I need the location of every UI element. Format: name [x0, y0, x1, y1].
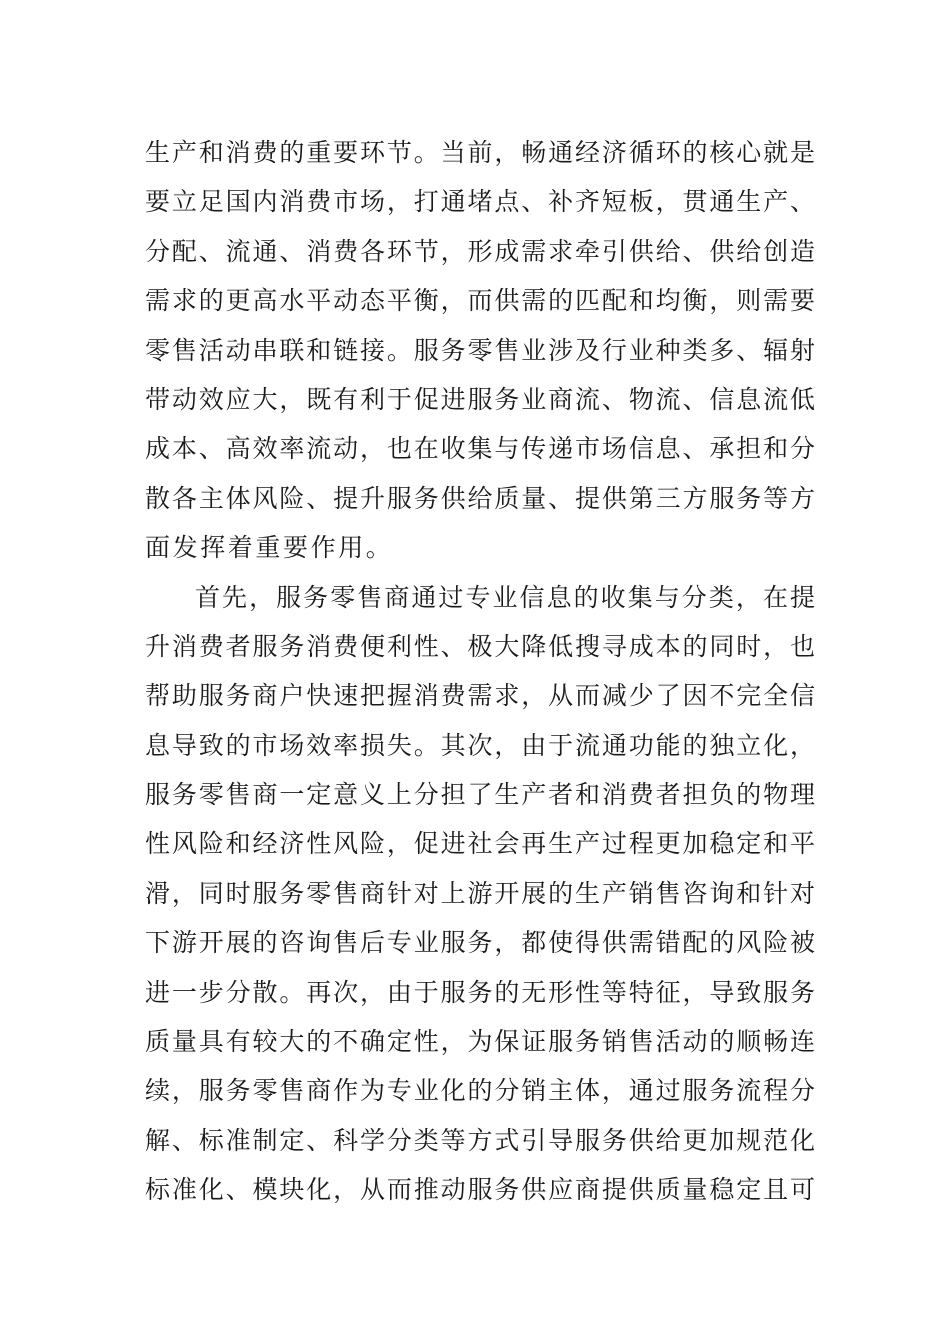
- body-text: [145, 128, 815, 1215]
- text-line: 标准化、模块化，从而推动服务供应商提供质量稳定且可: [145, 1175, 815, 1205]
- text-line: 息导致的市场效率损失。其次，由于流通功能的独立化，: [145, 730, 815, 760]
- text-line: 首先，服务零售商通过专业信息的收集与分类，在提: [195, 582, 815, 612]
- text-line: 进一步分散。再次，由于服务的无形性等特征，导致服务: [145, 977, 815, 1007]
- text-line: 性风险和经济性风险，促进社会再生产过程更加稳定和平: [145, 829, 815, 859]
- text-line: 滑，同时服务零售商针对上游开展的生产销售咨询和针对: [145, 878, 815, 908]
- text-line: 续，服务零售商作为专业化的分销主体，通过服务流程分: [145, 1076, 815, 1106]
- text-line: 分配、流通、消费各环节，形成需求牵引供给、供给创造: [145, 236, 815, 266]
- text-line: 升消费者服务消费便利性、极大降低搜寻成本的同时，也: [145, 631, 815, 661]
- text-line: 成本、高效率流动，也在收集与传递市场信息、承担和分: [145, 434, 815, 464]
- text-line: 帮助服务商户快速把握消费需求，从而减少了因不完全信: [145, 681, 815, 711]
- text-line: 下游开展的咨询售后专业服务，都使得供需错配的风险被: [145, 928, 815, 958]
- text-line: 需求的更高水平动态平衡，而供需的匹配和均衡，则需要: [145, 286, 815, 316]
- text-line: 服务零售商一定意义上分担了生产者和消费者担负的物理: [145, 780, 815, 810]
- text-line: 零售活动串联和链接。服务零售业涉及行业种类多、辐射: [145, 335, 815, 365]
- text-line: 散各主体风险、提升服务供给质量、提供第三方服务等方: [145, 483, 815, 513]
- text-line: 带动效应大，既有利于促进服务业商流、物流、信息流低: [145, 384, 815, 414]
- text-line: 质量具有较大的不确定性，为保证服务销售活动的顺畅连: [145, 1027, 815, 1057]
- text-line: 面发挥着重要作用。: [145, 533, 394, 563]
- text-line: 要立足国内消费市场，打通堵点、补齐短板，贯通生产、: [145, 187, 815, 217]
- text-line: 解、标准制定、科学分类等方式引导服务供给更加规范化: [145, 1125, 815, 1155]
- text-line: 生产和消费的重要环节。当前，畅通经济循环的核心就是: [145, 138, 815, 167]
